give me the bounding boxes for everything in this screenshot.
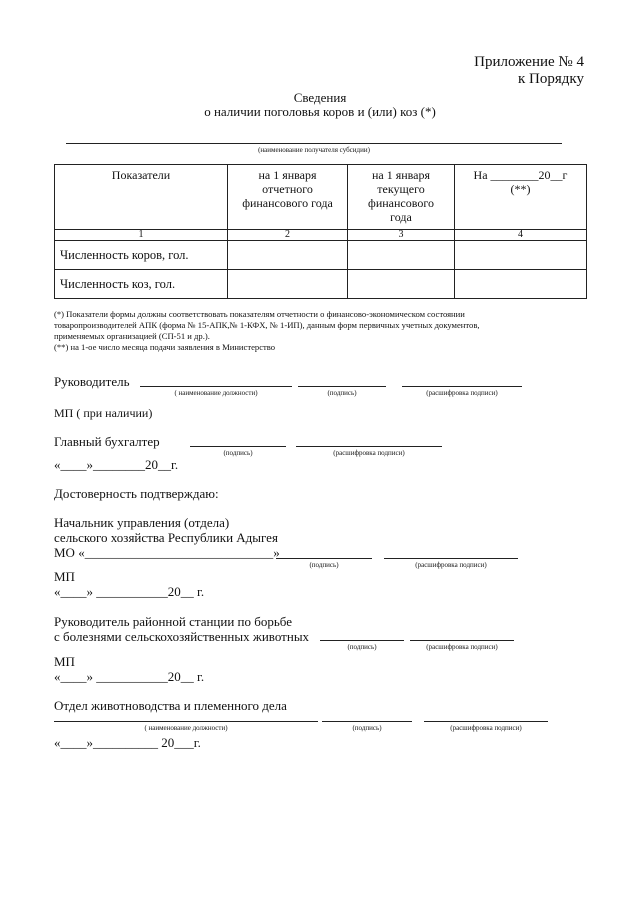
column-number: 1 [55, 230, 228, 241]
column-number: 3 [348, 230, 455, 241]
dept-decode-line[interactable] [384, 558, 518, 559]
recipient-caption: (наименование получателя субсидии) [258, 146, 370, 154]
livestock-date[interactable]: «____»__________ 20___г. [54, 735, 201, 750]
accountant-signature-line[interactable] [190, 446, 286, 447]
livestock-dept-label: Отдел животноводства и племенного дела [54, 698, 287, 713]
livestock-decode-line[interactable] [424, 721, 548, 722]
cell-cows-current[interactable] [348, 241, 455, 270]
caption-signature: (подпись) [309, 561, 339, 569]
column-number: 2 [228, 230, 348, 241]
head-position-line[interactable] [140, 386, 292, 387]
stamp-label: МП [54, 569, 75, 584]
appendix-reference: к Порядку [518, 71, 584, 87]
recipient-line[interactable] [66, 143, 562, 144]
vet-signature-line[interactable] [320, 640, 404, 641]
caption-position: ( наименование должности) [174, 389, 258, 397]
note-1-line-3: применяемых организацией (СП-51 и др.). [54, 331, 210, 341]
livestock-table [54, 164, 587, 299]
municipality-field[interactable]: МО «_____________________________» [54, 545, 280, 560]
stamp-label: МП [54, 654, 75, 669]
vet-head-line-1: Руководитель районной станции по борьбе [54, 614, 293, 629]
accountant-label: Главный бухгалтер [54, 434, 160, 449]
vet-decode-line[interactable] [410, 640, 514, 641]
document-title: Сведения [293, 90, 347, 105]
caption-position: ( наименование должности) [144, 724, 228, 732]
note-1-line-1: (*) Показатели формы должны соответствовать показателям отчетности о финансово-экономическом состоянии [54, 309, 465, 319]
caption-decode: (расшифровка подписи) [333, 449, 405, 457]
caption-decode: (расшифровка подписи) [415, 561, 487, 569]
row-label-goats: Численность коз, гол. [55, 270, 228, 299]
vet-date[interactable]: «____» ___________20__ г. [54, 669, 205, 684]
confirmation-text: Достоверность подтверждаю: [54, 486, 219, 501]
header-current-year: на 1 января текущего финансового года [348, 165, 455, 230]
table-number-row [55, 230, 587, 241]
head-label: Руководитель [54, 374, 130, 389]
accountant-date[interactable]: «____»________20__г. [54, 457, 179, 472]
livestock-signature-line[interactable] [322, 721, 412, 722]
cell-goats-date[interactable] [455, 270, 587, 299]
caption-signature: (подпись) [223, 449, 253, 457]
dept-head-line-2: сельского хозяйства Республики Адыгея [54, 530, 278, 545]
document-subtitle: о наличии поголовья коров и (или) коз (*) [204, 104, 436, 119]
cell-goats-reporting[interactable] [228, 270, 348, 299]
cell-cows-reporting[interactable] [228, 241, 348, 270]
cell-cows-date[interactable] [455, 241, 587, 270]
cell-goats-current[interactable] [348, 270, 455, 299]
appendix-number: Приложение № 4 [474, 54, 584, 70]
vet-head-line-2: с болезнями сельскохозяйственных животных [54, 629, 310, 644]
dept-signature-line[interactable] [276, 558, 372, 559]
caption-decode: (расшифровка подписи) [426, 389, 498, 397]
column-number: 4 [455, 230, 587, 241]
caption-decode: (расшифровка подписи) [450, 724, 522, 732]
head-decode-line[interactable] [402, 386, 522, 387]
caption-signature: (подпись) [327, 389, 357, 397]
header-reporting-year: на 1 января отчетного финансового года [228, 165, 348, 230]
dept-date[interactable]: «____» ___________20__ г. [54, 584, 205, 599]
note-1-line-2: товаропроизводителей АПК (форма № 15-АПК,№ 1-КФХ, № 1-ИП), данным форм первичных учетных документов, [54, 320, 480, 330]
table-row [55, 241, 587, 270]
stamp-optional: МП ( при наличии) [54, 406, 153, 420]
caption-signature: (подпись) [352, 724, 382, 732]
caption-decode: (расшифровка подписи) [426, 643, 498, 651]
header-date: На ________20__г (**) [455, 165, 587, 230]
dept-head-line-1: Начальник управления (отдела) [54, 515, 230, 530]
note-2: (**) на 1-ое число месяца подачи заявления в Министерство [54, 342, 276, 352]
accountant-decode-line[interactable] [296, 446, 442, 447]
table-header-row [55, 165, 587, 230]
livestock-position-line[interactable] [54, 721, 318, 722]
row-label-cows: Численность коров, гол. [55, 241, 228, 270]
caption-signature: (подпись) [347, 643, 377, 651]
header-indicators: Показатели [55, 165, 228, 230]
head-signature-line[interactable] [298, 386, 386, 387]
table-row [55, 270, 587, 299]
